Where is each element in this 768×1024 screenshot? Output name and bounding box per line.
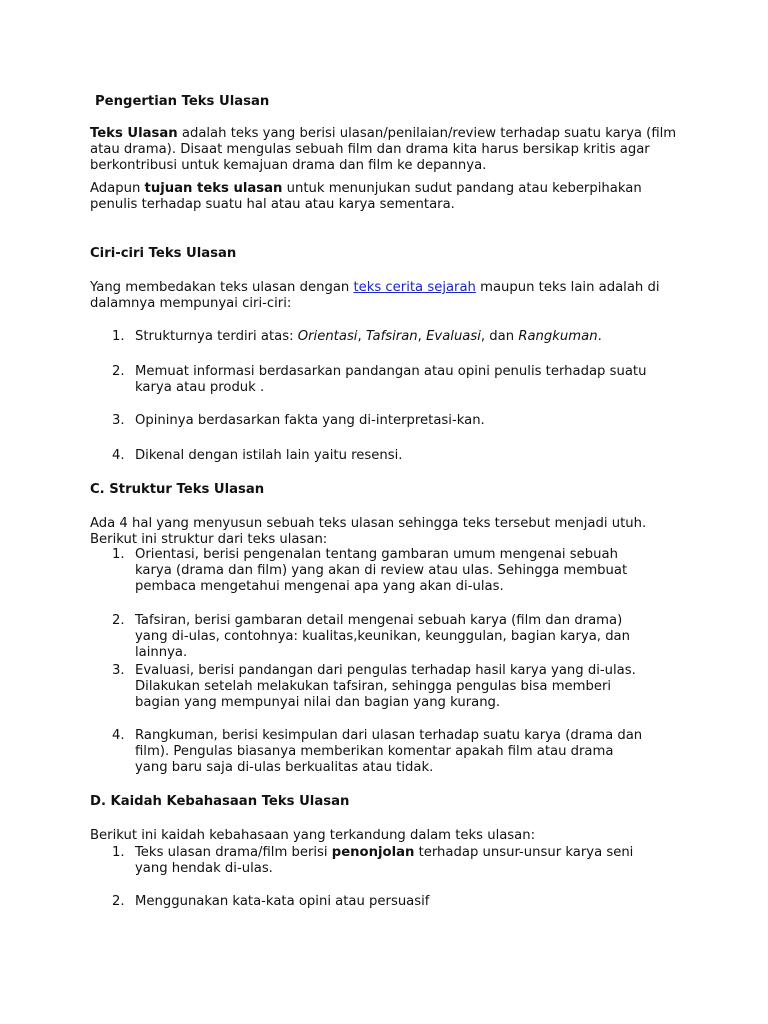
page-title: Pengertian Teks Ulasan — [95, 94, 270, 109]
heading-ciri-ciri: Ciri-ciri Teks Ulasan — [90, 246, 237, 261]
list-item: 3. Opininya berdasarkan fakta yang di-interpretasi-kan. — [112, 413, 485, 428]
term-tujuan: tujuan teks ulasan — [144, 181, 283, 196]
intro-paragraph-1: Teks Ulasan adalah teks yang berisi ulasan/penilaian/review terhadap suatu karya (film atau drama). Disaat mengulas sebuah film dan drama kita harus bersikap kritis agar berkontribusi untuk kemajuan drama dan film ke depannya. — [90, 126, 677, 173]
heading-struktur: C. Struktur Teks Ulasan — [90, 482, 265, 497]
kaidah-intro: Berikut ini kaidah kebahasaan yang terkandung dalam teks ulasan: — [90, 828, 536, 843]
term-teks-ulasan: Teks Ulasan — [90, 126, 178, 141]
intro-paragraph-2: Adapun tujuan teks ulasan untuk menunjukan sudut pandang atau keberpihakan penulis terhadap suatu hal atau atau karya sementara. — [90, 181, 642, 212]
list-item: 4. Rangkuman, berisi kesimpulan dari ulasan terhadap suatu karya (drama dan film). Pengulas biasanya memberikan komentar apakah film atau drama yang baru saja di-ulas berkualitas atau tidak. — [112, 728, 643, 775]
list-item: 1. Orientasi, berisi pengenalan tentang gambaran umum mengenai sebuah karya (drama dan film) yang akan di review atau ulas. Sehingga membuat pembaca mengetahui mengenai apa yang akan di-ulas. — [112, 547, 628, 594]
struktur-intro: Ada 4 hal yang menyusun sebuah teks ulasan sehingga teks tersebut menjadi utuh. Berikut ini struktur dari teks ulasan: — [90, 516, 647, 547]
list-item: 3. Evaluasi, berisi pandangan dari pengulas terhadap hasil karya yang di-ulas. Dilakukan setelah melakukan tafsiran, sehingga pengulas bisa memberi bagian yang mempunyai nilai dan bagian yang kurang. — [112, 663, 636, 710]
list-item: 1. Strukturnya terdiri atas: Orientasi, Tafsiran, Evaluasi, dan Rangkuman. — [112, 329, 602, 344]
heading-kaidah: D. Kaidah Kebahasaan Teks Ulasan — [90, 794, 350, 809]
link-teks-cerita-sejarah[interactable]: teks cerita sejarah — [353, 280, 476, 295]
list-item: 2. Menggunakan kata-kata opini atau persuasif — [112, 894, 430, 909]
ciri-intro: Yang membedakan teks ulasan dengan teks cerita sejarah maupun teks lain adalah di dalamnya mempunyai ciri-ciri: — [90, 280, 660, 311]
list-item: 4. Dikenal dengan istilah lain yaitu resensi. — [112, 448, 403, 463]
list-item: 2. Tafsiran, berisi gambaran detail mengenai sebuah karya (film dan drama) yang di-ulas, contohnya: kualitas,keunikan, keunggulan, bagian karya, dan lainnya. — [112, 613, 630, 660]
list-item: 2. Memuat informasi berdasarkan pandangan atau opini penulis terhadap suatu karya atau produk . — [112, 364, 647, 395]
list-item: 1. Teks ulasan drama/film berisi penonjolan terhadap unsur-unsur karya seni yang hendak di-ulas. — [112, 845, 634, 876]
